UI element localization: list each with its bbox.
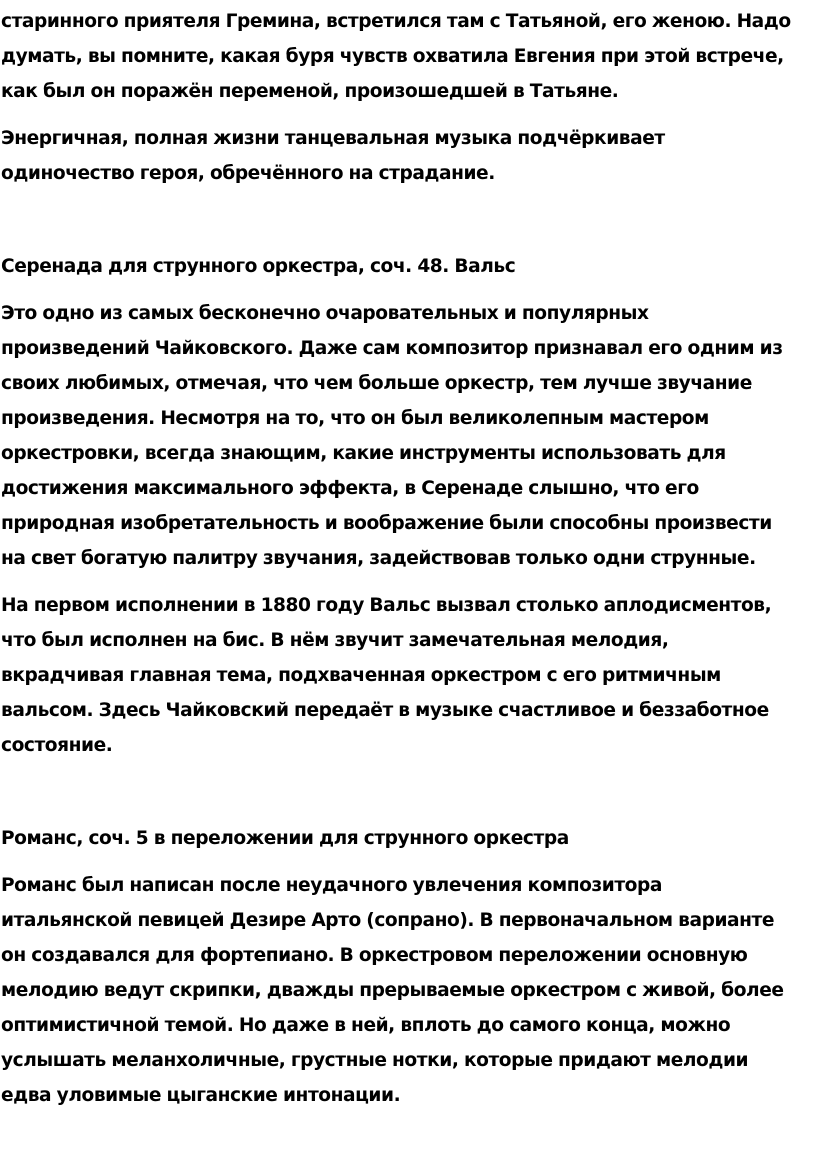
paragraph-gap <box>1 284 812 296</box>
romance-heading-text: Романс, соч. 5 в переложении для струнного оркестра <box>1 828 569 849</box>
serenade-paragraph-1 <box>1 296 812 576</box>
romance-heading <box>1 821 812 856</box>
romance-line: услышать меланхоличные, грустные нотки, которые придают мелодии <box>1 1050 749 1071</box>
section-gap <box>1 191 812 249</box>
serenade-line: состояние. <box>1 735 113 756</box>
romance-line: Романс был написан после неудачного увлечения композитора <box>1 875 662 896</box>
music-line: одиночество героя, обречённого на страдание. <box>1 163 495 184</box>
music-line: Энергичная, полная жизни танцевальная музыка подчёркивает <box>1 128 665 149</box>
serenade-heading-text: Серенада для струнного оркестра, соч. 48. Вальс <box>1 256 516 277</box>
serenade-heading <box>1 249 812 284</box>
romance-line: мелодию ведут скрипки, дважды прерываемые оркестром с живой, более <box>1 980 784 1001</box>
serenade-line: вкрадчивая главная тема, подхваченная оркестром с его ритмичным <box>1 665 721 686</box>
intro-paragraph <box>1 4 812 109</box>
romance-line: итальянской певицей Дезире Арто (сопрано). В первоначальном варианте <box>1 910 775 931</box>
serenade-paragraph-2 <box>1 588 812 763</box>
serenade-line: своих любимых, отмечая, что чем больше оркестр, тем лучше звучание <box>1 373 752 394</box>
serenade-line: достижения максимального эффекта, в Серенаде слышно, что его <box>1 478 699 499</box>
paragraph-gap <box>1 856 812 868</box>
romance-line: едва уловимые цыганские интонации. <box>1 1085 401 1106</box>
romance-paragraph <box>1 868 812 1113</box>
serenade-line: На первом исполнении в 1880 году Вальс вызвал столько аплодисментов, <box>1 595 772 616</box>
music-paragraph <box>1 121 812 191</box>
romance-line: он создавался для фортепиано. В оркестровом переложении основную <box>1 945 748 966</box>
serenade-line: произведения. Несмотря на то, что он был великолепным мастером <box>1 408 709 429</box>
intro-line: как был он поражён переменой, произошедшей в Татьяне. <box>1 81 619 102</box>
intro-line: думать, вы помните, какая буря чувств охватила Евгения при этой встрече, <box>1 46 784 67</box>
paragraph-gap <box>1 576 812 588</box>
serenade-line: Это одно из самых бесконечно очаровательных и популярных <box>1 303 649 324</box>
romance-line: оптимистичной темой. Но даже в ней, вплоть до самого конца, можно <box>1 1015 731 1036</box>
serenade-line: вальсом. Здесь Чайковский передаёт в музыке счастливое и беззаботное <box>1 700 769 721</box>
serenade-line: что был исполнен на бис. В нём звучит замечательная мелодия, <box>1 630 669 651</box>
serenade-line: оркестровки, всегда знающим, какие инструменты использовать для <box>1 443 726 464</box>
section-gap <box>1 763 812 821</box>
serenade-line: произведений Чайковского. Даже сам композитор признавал его одним из <box>1 338 783 359</box>
serenade-line: на свет богатую палитру звучания, задействовав только одни струнные. <box>1 548 756 569</box>
serenade-line: природная изобретательность и воображение были способны произвести <box>1 513 772 534</box>
paragraph-gap <box>1 109 812 121</box>
intro-line: старинного приятеля Гремина, встретился там с Татьяной, его женою. Надо <box>1 11 791 32</box>
